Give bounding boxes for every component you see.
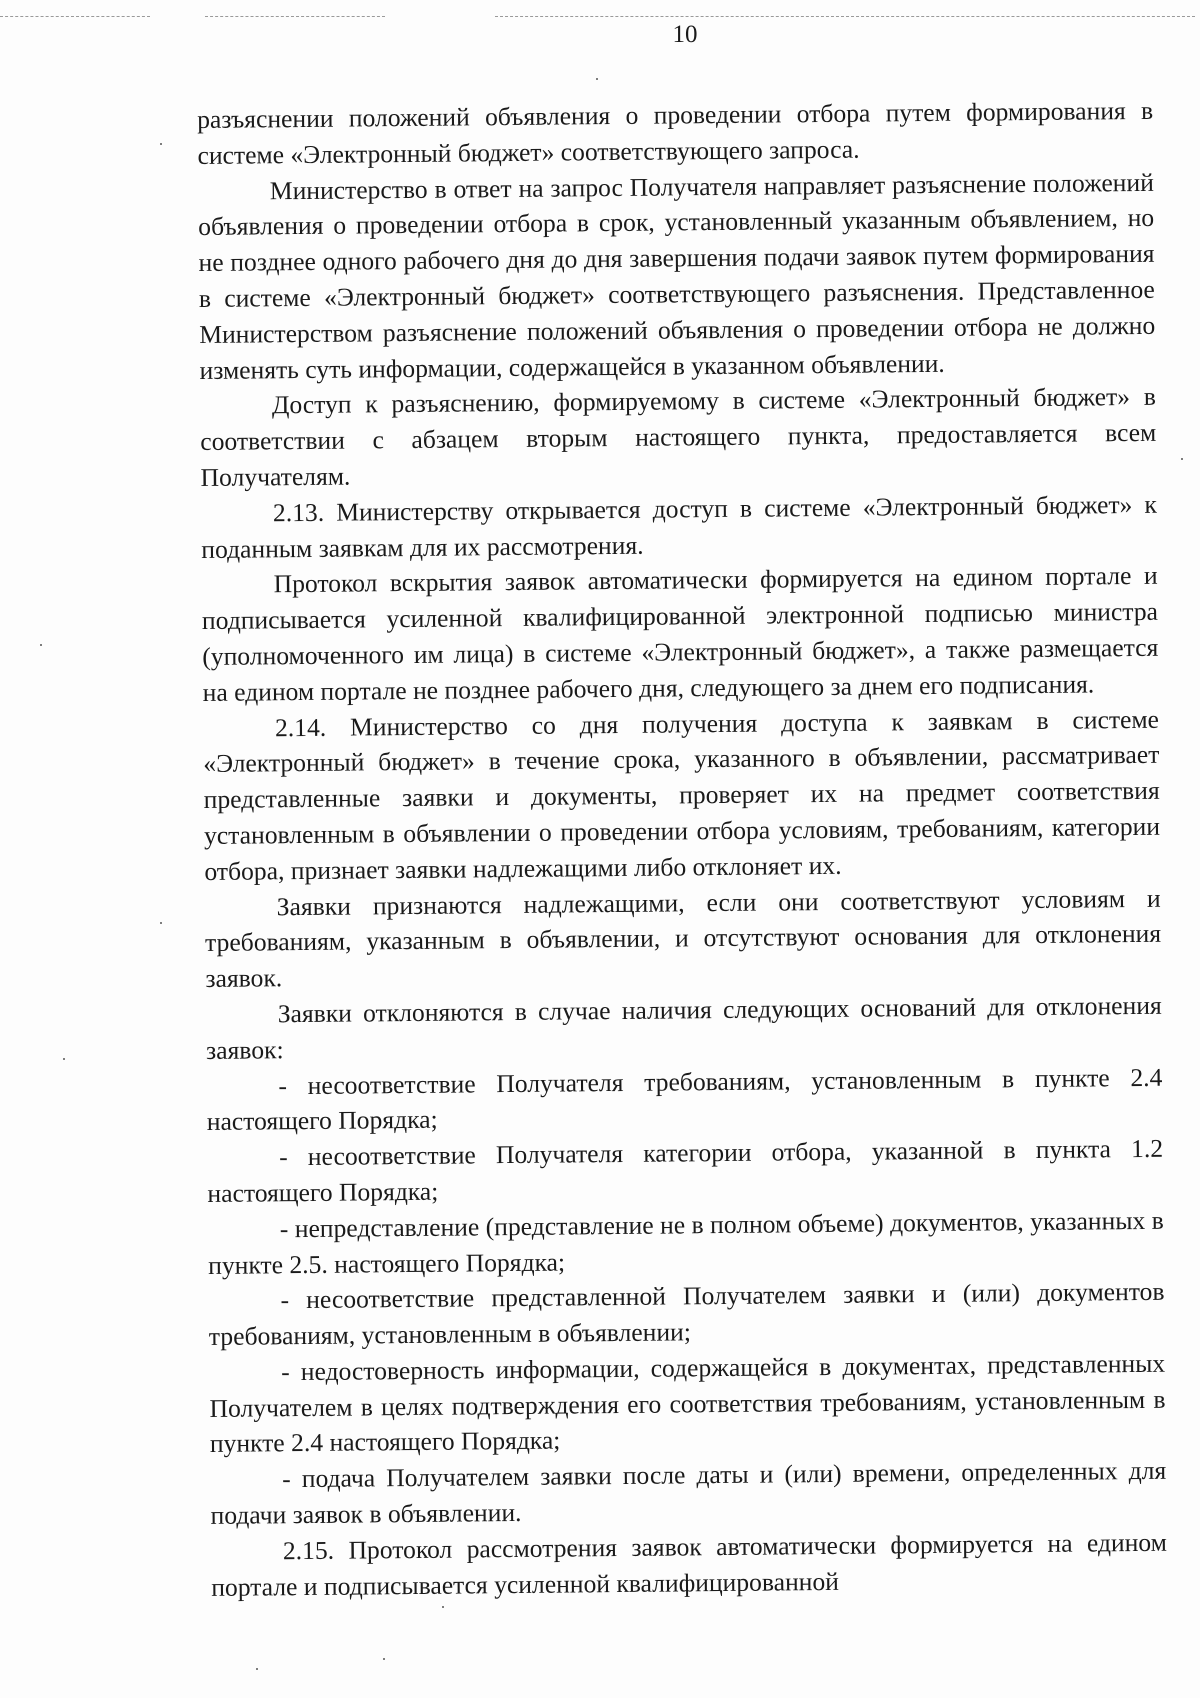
scan-speck [160,143,162,145]
scan-speck [383,1658,385,1660]
paragraph: Заявки отклоняются в случае наличия следующих оснований для отклонения заявок: [205,990,1162,1065]
paragraph: Заявки признаются надлежащими, если они соответствуют условиям и требованиям, указанным в объявлении, и отсутствуют основания для отклонения заявок. [204,883,1162,994]
scan-speck [160,922,162,924]
scan-speck [1181,458,1183,460]
scan-speck [63,1058,65,1060]
document-body [197,93,1167,1606]
scan-speck [40,644,42,646]
scan-speck [442,1606,444,1608]
paragraph: 2.15. Протокол рассмотрения заявок автоматически формируется на едином портале и подписывается усиленной квалифицированной [211,1527,1168,1602]
paragraph: Доступ к разъяснению, формируемому в системе «Электронный бюджет» в соответствии с абзацем вторым настоящего пункта, предоставляется всем Получателям. [200,382,1157,492]
list-item: - недостоверность информации, содержащейся в документах, представленных Получателем в целях подтверждения его соответствия требованиям, установленным в пункте 2.4 настоящего Порядка; [209,1348,1166,1459]
list-item: - несоответствие Получателя требованиям, установленным в пункте 2.4 настоящего Порядка; [206,1062,1163,1137]
paragraph: 2.14. Министерство со дня получения доступа к заявкам в системе «Электронный бюджет» в течение срока, указанного в объявлении, рассматривает представленные заявки и документы, проверяет их на предмет соответствия установленным в объявлении о проведении отбора условиям, требованиям, категории отбора, признает заявки надлежащими либо отклоняет их. [203,704,1161,886]
paragraph: разъяснении положений объявления о проведении отбора путем формирования в системе «Электронный бюджет» соответствующего запроса. [197,95,1154,170]
paragraph: Министерство в ответ на запрос Получателя направляет разъяснение положений объявления о проведении отбора в срок, установленный указанным объявлением, но не позднее одного рабочего дня до дня завершения подачи заявок путем формирования в системе «Электронный бюджет» соответствующего разъяснения. Представленное Министерством разъяснение положений объявления о проведении отбора не должно изменять суть информации, содержащейся в указанном объявлении. [198,167,1156,385]
scan-edge-line [0,16,150,17]
list-item: - подача Получателем заявки после даты и (или) времени, определенных для подачи заявок в объявлении. [210,1456,1167,1531]
scan-speck [596,78,598,80]
list-item: - несоответствие представленной Получателем заявки и (или) документов требованиям, установленным в объявлении; [208,1277,1165,1352]
scan-edge-line [495,16,1195,17]
list-item: - несоответствие Получателя категории отбора, указанной в пункта 1.2 настоящего Порядка; [207,1133,1164,1208]
paragraph: Протокол вскрытия заявок автоматически формируется на едином портале и подписывается усиленной квалифицированной электронной подписью министра (уполномоченного им лица) в системе «Электронный бюджет», а также размещается на едином портале не позднее рабочего дня, следующего за днем его подписания. [201,561,1159,707]
list-item: - непредставление (представление не в полном объеме) документов, указанных в пункте 2.5. настоящего Порядка; [208,1205,1164,1280]
page-number: 10 [672,21,698,48]
paragraph: 2.13. Министерству открывается доступ в системе «Электронный бюджет» к поданным заявкам для их рассмотрения. [201,489,1158,564]
scan-edge-line [205,16,385,17]
scan-speck [256,1668,258,1670]
